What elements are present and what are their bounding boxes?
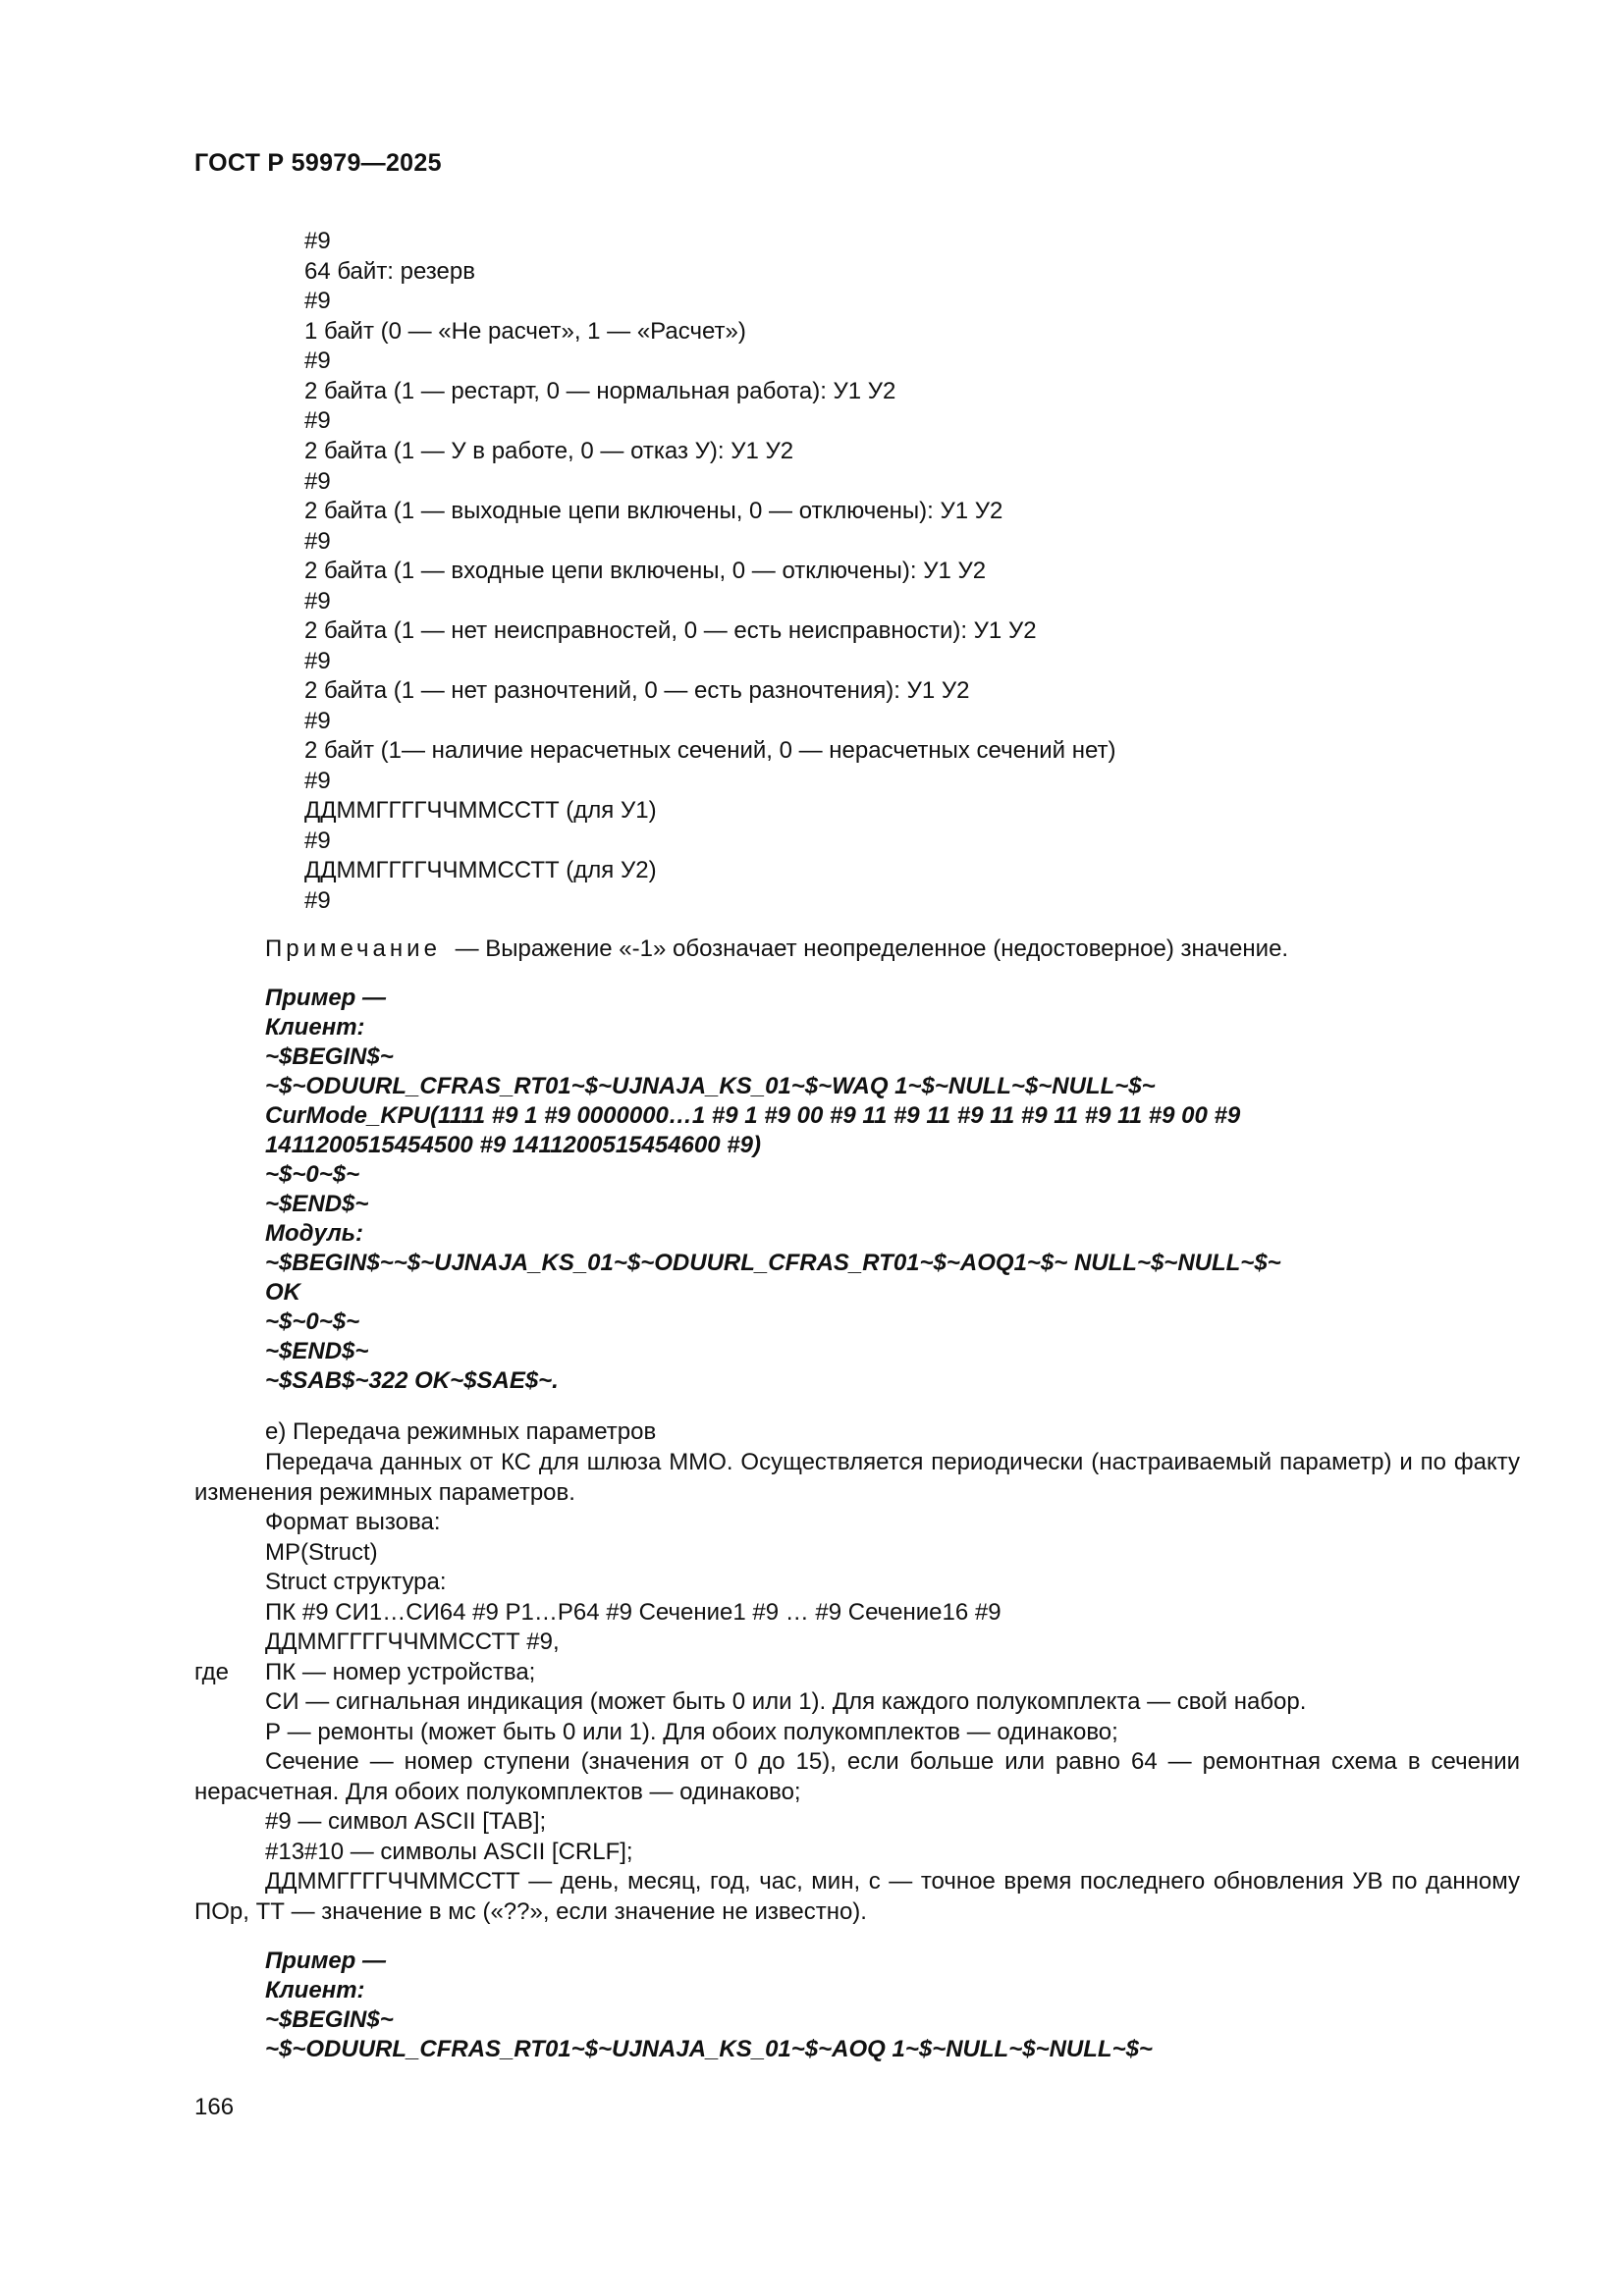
struct-line: ПК #9 СИ1…СИ64 #9 Р1…Р64 #9 Сечение1 #9 … #9 Сечение16 #9 <box>265 1599 1001 1626</box>
where-word: где <box>194 1659 230 1685</box>
example-line: ~$BEGIN$~ <box>265 2006 394 2033</box>
format-line: 64 байт: резерв <box>304 258 475 285</box>
struct-line: ДДММГГГГЧЧММССТТ #9, <box>265 1629 560 1655</box>
example-line: CurMode_KPU(1111 #9 1 #9 0000000…1 #9 1 #9 00 #9 11 #9 11 #9 11 #9 11 #9 11 #9 00 #9 <box>265 1102 1241 1129</box>
note-label: Примечание <box>265 935 441 962</box>
format-line: 2 байта (1 — У в работе, 0 — отказ У): У1 У2 <box>304 438 794 464</box>
example-line: ~$BEGIN$~ <box>265 1043 394 1070</box>
call-signature: MP(Struct) <box>265 1539 378 1566</box>
format-line: ДДММГГГГЧЧММССТТ (для У1) <box>304 797 657 824</box>
format-line: 2 байта (1 — выходные цепи включены, 0 — отключены): У1 У2 <box>304 498 1003 524</box>
format-line: #9 <box>304 768 331 794</box>
format-line: #9 <box>304 828 331 854</box>
example-line: ~$~ODUURL_CFRAS_RT01~$~UJNAJA_KS_01~$~AOQ 1~$~NULL~$~NULL~$~ <box>265 2036 1153 2062</box>
note-text: — Выражение «-1» обозначает неопределенное (недостоверное) значение. <box>455 935 1289 962</box>
page-number: 166 <box>194 2094 235 2120</box>
definition-tab: #9 — символ ASCII [TAB]; <box>265 1808 547 1835</box>
example-line: ~$END$~ <box>265 1191 369 1217</box>
definition-r: Р — ремонты (может быть 0 или 1). Для обоих полукомплектов — одинаково; <box>265 1719 1118 1745</box>
document-header: ГОСТ Р 59979—2025 <box>194 149 442 177</box>
format-line: 2 байта (1 — входные цепи включены, 0 — отключены): У1 У2 <box>304 558 987 584</box>
format-line: #9 <box>304 228 331 254</box>
format-line: #9 <box>304 407 331 434</box>
section-title: е) Передача режимных параметров <box>265 1418 657 1445</box>
struct-label: Struct структура: <box>265 1569 447 1595</box>
format-line: 2 байта (1 — нет неисправностей, 0 — есть неисправности): У1 У2 <box>304 617 1037 644</box>
format-line: #9 <box>304 648 331 674</box>
format-line: 2 байта (1 — рестарт, 0 — нормальная работа): У1 У2 <box>304 378 896 404</box>
example-line: ~$~0~$~ <box>265 1308 360 1335</box>
format-line: #9 <box>304 708 331 734</box>
example-line: ~$~0~$~ <box>265 1161 360 1188</box>
example-line: Клиент: <box>265 1977 365 2003</box>
format-line: 1 байт (0 — «Не расчет», 1 — «Расчет») <box>304 318 746 345</box>
format-line: #9 <box>304 887 331 914</box>
call-format-label: Формат вызова: <box>265 1509 441 1535</box>
format-line: ДДММГГГГЧЧММССТТ (для У2) <box>304 857 657 883</box>
example-line: ~$END$~ <box>265 1338 369 1364</box>
definition-pk: ПК — номер устройства; <box>265 1659 536 1685</box>
example-line: 1411200515454500 #9 1411200515454600 #9) <box>265 1132 761 1158</box>
format-line: #9 <box>304 288 331 314</box>
definition-time: ДДММГГГГЧЧММССТТ — день, месяц, год, час, мин, с — точное время последнего обновления УВ по данному ПОр, ТТ — значение в мс («??», если значение не известно). <box>194 1868 1520 1925</box>
format-line: #9 <box>304 588 331 614</box>
example-line: Пример — <box>265 1948 387 1974</box>
definition-sechenie: Сечение — номер ступени (значения от 0 до 15), если больше или равно 64 — ремонтная схема в сечении нерасчетная. Для обоих полукомплектов — одинаково; <box>194 1748 1520 1805</box>
example-line: Модуль: <box>265 1220 364 1247</box>
note <box>265 934 1288 965</box>
format-line: 2 байт (1— наличие нерасчетных сечений, 0 — нерасчетных сечений нет) <box>304 737 1116 764</box>
format-line: #9 <box>304 468 331 495</box>
example-line: ~$~ODUURL_CFRAS_RT01~$~UJNAJA_KS_01~$~WAQ 1~$~NULL~$~NULL~$~ <box>265 1073 1156 1099</box>
example-line: Пример — <box>265 985 387 1011</box>
section-intro: Передача данных от КС для шлюза ММО. Осуществляется периодически (настраиваемый параметр) и по факту изменения режимных параметров. <box>194 1449 1520 1506</box>
format-line: 2 байта (1 — нет разночтений, 0 — есть разночтения): У1 У2 <box>304 677 970 704</box>
definition-si: СИ — сигнальная индикация (может быть 0 или 1). Для каждого полукомплекта — свой набор. <box>265 1688 1307 1715</box>
example-line: ~$SAB$~322 OK~$SAE$~. <box>265 1367 559 1394</box>
format-line: #9 <box>304 347 331 374</box>
example-line: OK <box>265 1279 300 1306</box>
format-line: #9 <box>304 528 331 555</box>
definition-crlf: #13#10 — символы ASCII [CRLF]; <box>265 1839 633 1865</box>
example-line: ~$BEGIN$~~$~UJNAJA_KS_01~$~ODUURL_CFRAS_RT01~$~AOQ1~$~ NULL~$~NULL~$~ <box>265 1250 1281 1276</box>
example-line: Клиент: <box>265 1014 365 1041</box>
